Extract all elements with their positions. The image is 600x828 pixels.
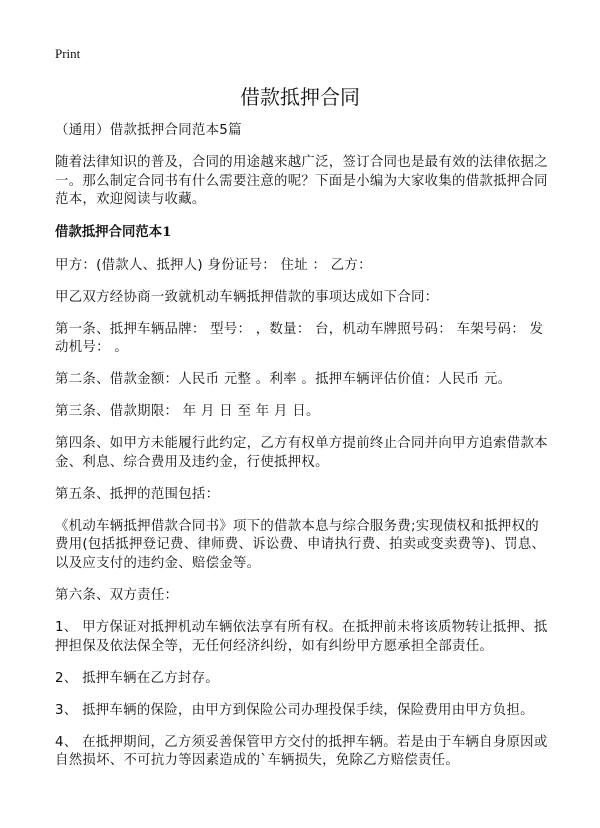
contract-paragraph — [55, 587, 555, 606]
paragraph-line: 甲方：(借款人、抵押人) 身份证号： 住址 ： 乙方： — [55, 257, 372, 273]
document-page — [55, 46, 555, 784]
contract-paragraph — [55, 518, 555, 574]
document-subtitle: （通用）借款抵押合同范本5篇 — [55, 123, 242, 138]
paragraph-line: 2、 抵押车辆在乙方封存。 — [55, 670, 219, 686]
paragraph-line: 4、 在抵押期间，乙方须妥善保管甲方交付的抵押车辆。若是由于车辆自身原因或 — [55, 734, 548, 750]
paragraph-line: 《机动车辆抵押借款合同书》项下的借款本息与综合服务费;实现债权和抵押权的 — [55, 518, 539, 534]
intro-line: 随着法律知识的普及，合同的用途越来越广泛，签订合同也是最有效的法律依据之 — [55, 154, 548, 170]
print-link[interactable]: Print — [55, 46, 81, 61]
contract-paragraph — [55, 403, 555, 422]
contract-paragraph — [55, 702, 555, 721]
paragraph-line: 第四条、如甲方未能履行此约定，乙方有权单方提前终止合同并向甲方追索借款本 — [55, 436, 548, 452]
contract-body — [55, 257, 555, 771]
paragraph-line: 金、利息、综合费用及违约金，行使抵押权。 — [55, 454, 329, 470]
paragraph-line: 第二条、借款金额：人民币 元整 。利率 。抵押车辆评估价值：人民币 元。 — [55, 372, 512, 388]
paragraph-line: 自然损坏、不可抗力等因素造成的`车辆损失，免除乙方赔偿责任。 — [55, 753, 460, 769]
paragraph-line: 以及应支付的违约金、赔偿金等。 — [55, 556, 261, 572]
paragraph-line: 第三条、借款期限： 年 月 日 至 年 月 日。 — [55, 404, 320, 420]
contract-paragraph — [55, 257, 555, 276]
intro-line: 范本，欢迎阅读与收藏。 — [55, 192, 206, 208]
paragraph-line: 1、 甲方保证对抵押机动车辆依法享有所有权。在抵押前未将该质物转让抵押、抵 — [55, 619, 548, 635]
contract-paragraph — [55, 371, 555, 390]
paragraph-line: 押担保及依法保全等，无任何经济纠纷，如有纠纷甲方愿承担全部责任。 — [55, 638, 494, 654]
contract-paragraph — [55, 435, 555, 472]
paragraph-line: 甲乙双方经协商一致就机动车辆抵押借款的事项达成如下合同： — [55, 289, 439, 305]
intro-line: 一。那么制定合同书有什么需要注意的呢？下面是小编为大家收集的借款抵押合同 — [55, 173, 548, 189]
paragraph-line: 3、 抵押车辆的保险，由甲方到保险公司办理投保手续，保险费用由甲方负担。 — [55, 702, 534, 718]
contract-paragraph — [55, 619, 555, 656]
paragraph-line: 第六条、双方责任： — [55, 588, 179, 603]
contract-paragraph — [55, 734, 555, 771]
paragraph-line: 第一条、抵押车辆品牌： 型号： ，数量： 台，机动车牌照号码： 车架号码： 发 — [55, 321, 544, 337]
contract-paragraph — [55, 486, 555, 505]
paragraph-line: 费用(包括抵押登记费、律师费、诉讼费、申请执行费、拍卖或变卖费等)、罚息、 — [55, 537, 546, 553]
section-heading: 借款抵押合同范本1 — [55, 224, 172, 241]
contract-paragraph — [55, 670, 555, 689]
paragraph-line: 第五条、抵押的范围包括： — [55, 486, 220, 502]
contract-paragraph — [55, 321, 555, 358]
intro-paragraph — [55, 154, 555, 210]
contract-paragraph — [55, 289, 555, 308]
document-title: 借款抵押合同 — [240, 85, 360, 109]
paragraph-line: 动机号： 。 — [55, 340, 129, 356]
